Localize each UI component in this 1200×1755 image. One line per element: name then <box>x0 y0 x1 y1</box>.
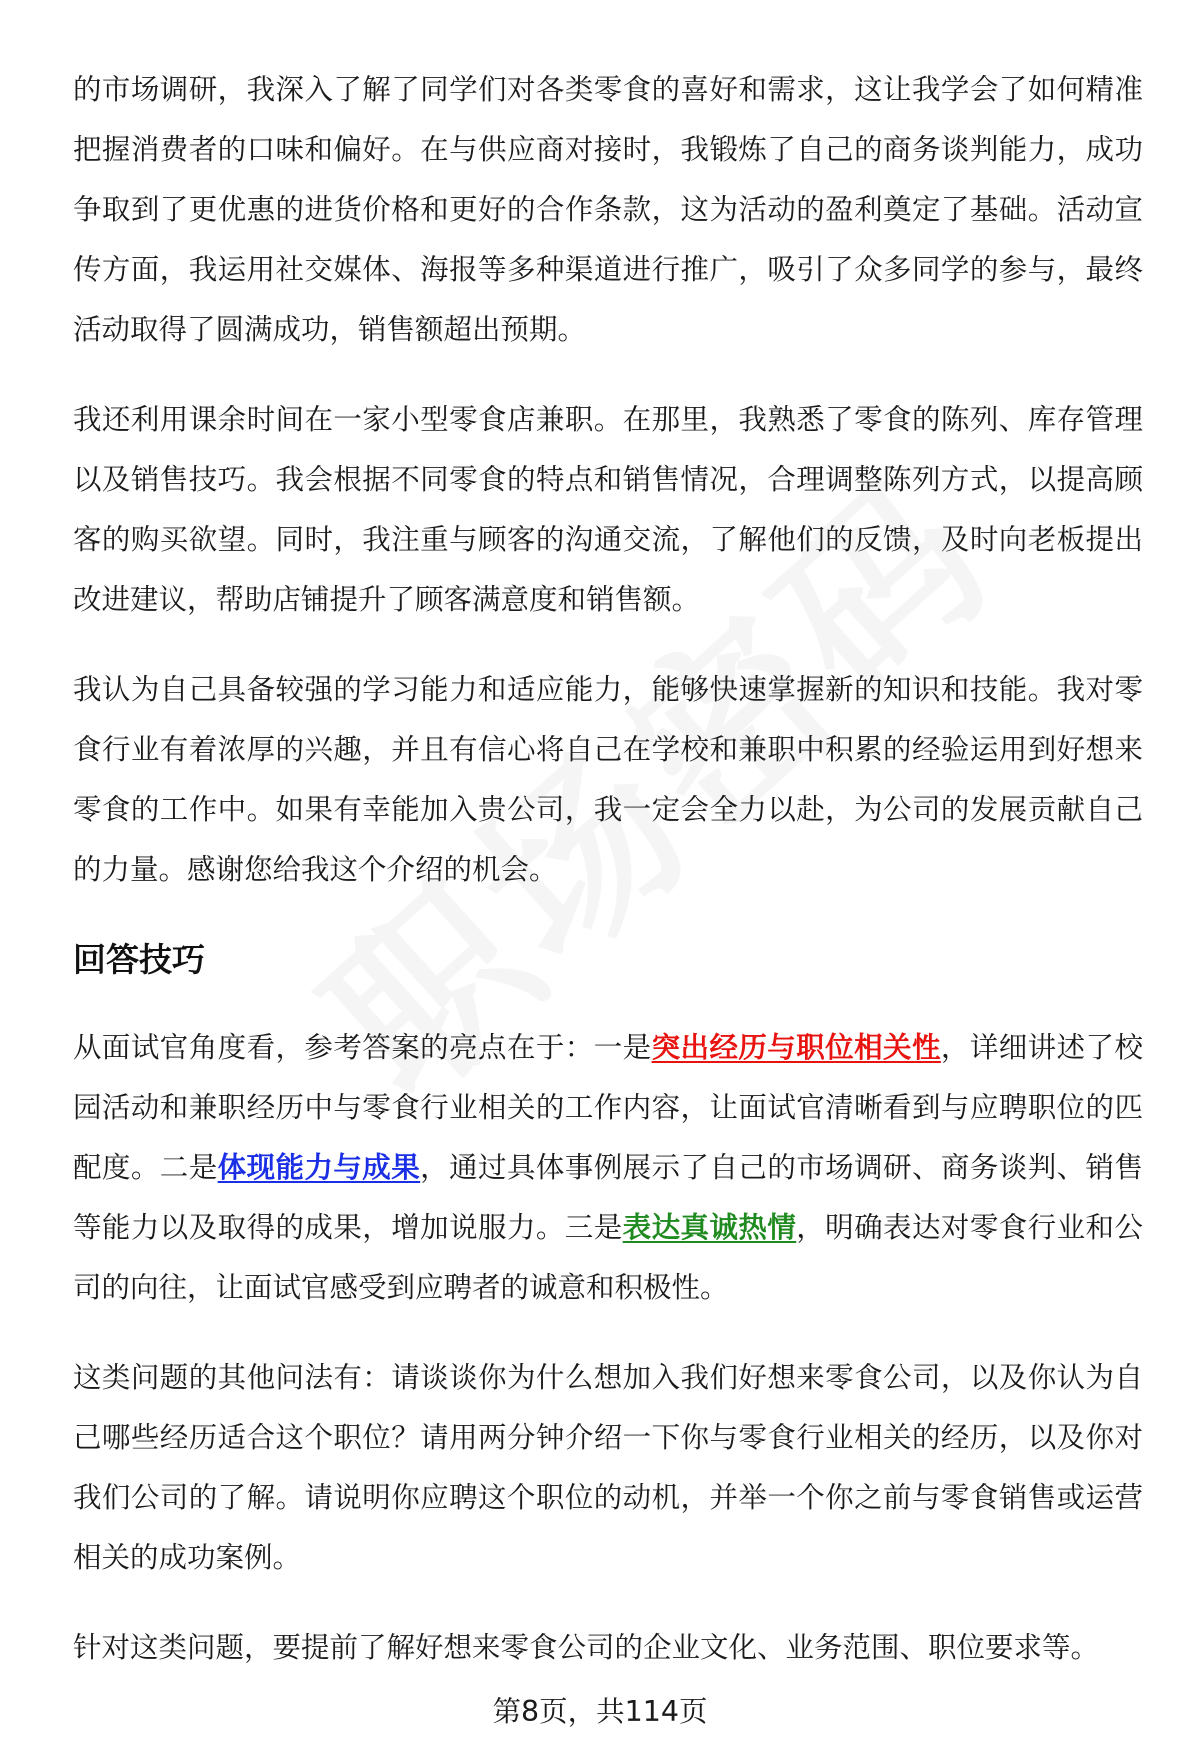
tips-text: 从面试官角度看，参考答案的亮点在于：一是 <box>73 1031 652 1064</box>
document-body <box>73 60 1143 1708</box>
highlight-relevance: 突出经历与职位相关性 <box>651 1031 941 1064</box>
paragraph: 的市场调研，我深入了解了同学们对各类零食的喜好和需求，这让我学会了如何精准把握消费者的口味和偏好。在与供应商对接时，我锻炼了自己的商务谈判能力，成功争取到了更优惠的进货价格和更好的合作条款，这为活动的盈利奠定了基础。活动宣传方面，我运用社交媒体、海报等多种渠道进行推广，吸引了众多同学的参与，最终活动取得了圆满成功，销售额超出预期。 <box>73 73 1143 346</box>
tips-text: ，通过具体事例展示了自己的市场调研、商务谈判、销售等能力以及取得的成果，增加说服力。三是 <box>73 1151 1143 1244</box>
paragraph: 我认为自己具备较强的学习能力和适应能力，能够快速掌握新的知识和技能。我对零食行业有着浓厚的兴趣，并且有信心将自己在学校和兼职中积累的经验运用到好想来零食的工作中。如果有幸能加入贵公司，我一定会全力以赴，为公司的发展贡献自己的力量。感谢您给我这个介绍的机会。 <box>73 673 1143 886</box>
paragraph: 这类问题的其他问法有：请谈谈你为什么想加入我们好想来零食公司，以及你认为自己哪些经历适合这个职位？请用两分钟介绍一下你与零食行业相关的经历，以及你对我们公司的了解。请说明你应聘这个职位的动机，并举一个你之前与零食销售或运营相关的成功案例。 <box>73 1361 1143 1574</box>
page-number: 第8页，共114页 <box>492 1695 708 1728</box>
paragraph: 我还利用课余时间在一家小型零食店兼职。在那里，我熟悉了零食的陈列、库存管理以及销售技巧。我会根据不同零食的特点和销售情况，合理调整陈列方式，以提高顾客的购买欲望。同时，我注重与顾客的沟通交流，了解他们的反馈，及时向老板提出改进建议，帮助店铺提升了顾客满意度和销售额。 <box>73 403 1143 616</box>
highlight-sincerity: 表达真诚热情 <box>622 1211 797 1244</box>
tips-paragraph <box>73 1018 1143 1318</box>
highlight-ability: 体现能力与成果 <box>217 1151 421 1184</box>
section-heading: 回答技巧 <box>73 940 205 979</box>
tips-text: ，明确表达对零食行业和公司的向往，让面试官感受到应聘者的诚意和积极性。 <box>73 1211 1143 1304</box>
tips-text: ，详细讲述了校园活动和兼职经历中与零食行业相关的工作内容，让面试官清晰看到与应聘职位的匹配度。二是 <box>73 1031 1143 1184</box>
paragraph: 针对这类问题，要提前了解好想来零食公司的企业文化、业务范围、职位要求等。 <box>73 1631 1100 1664</box>
